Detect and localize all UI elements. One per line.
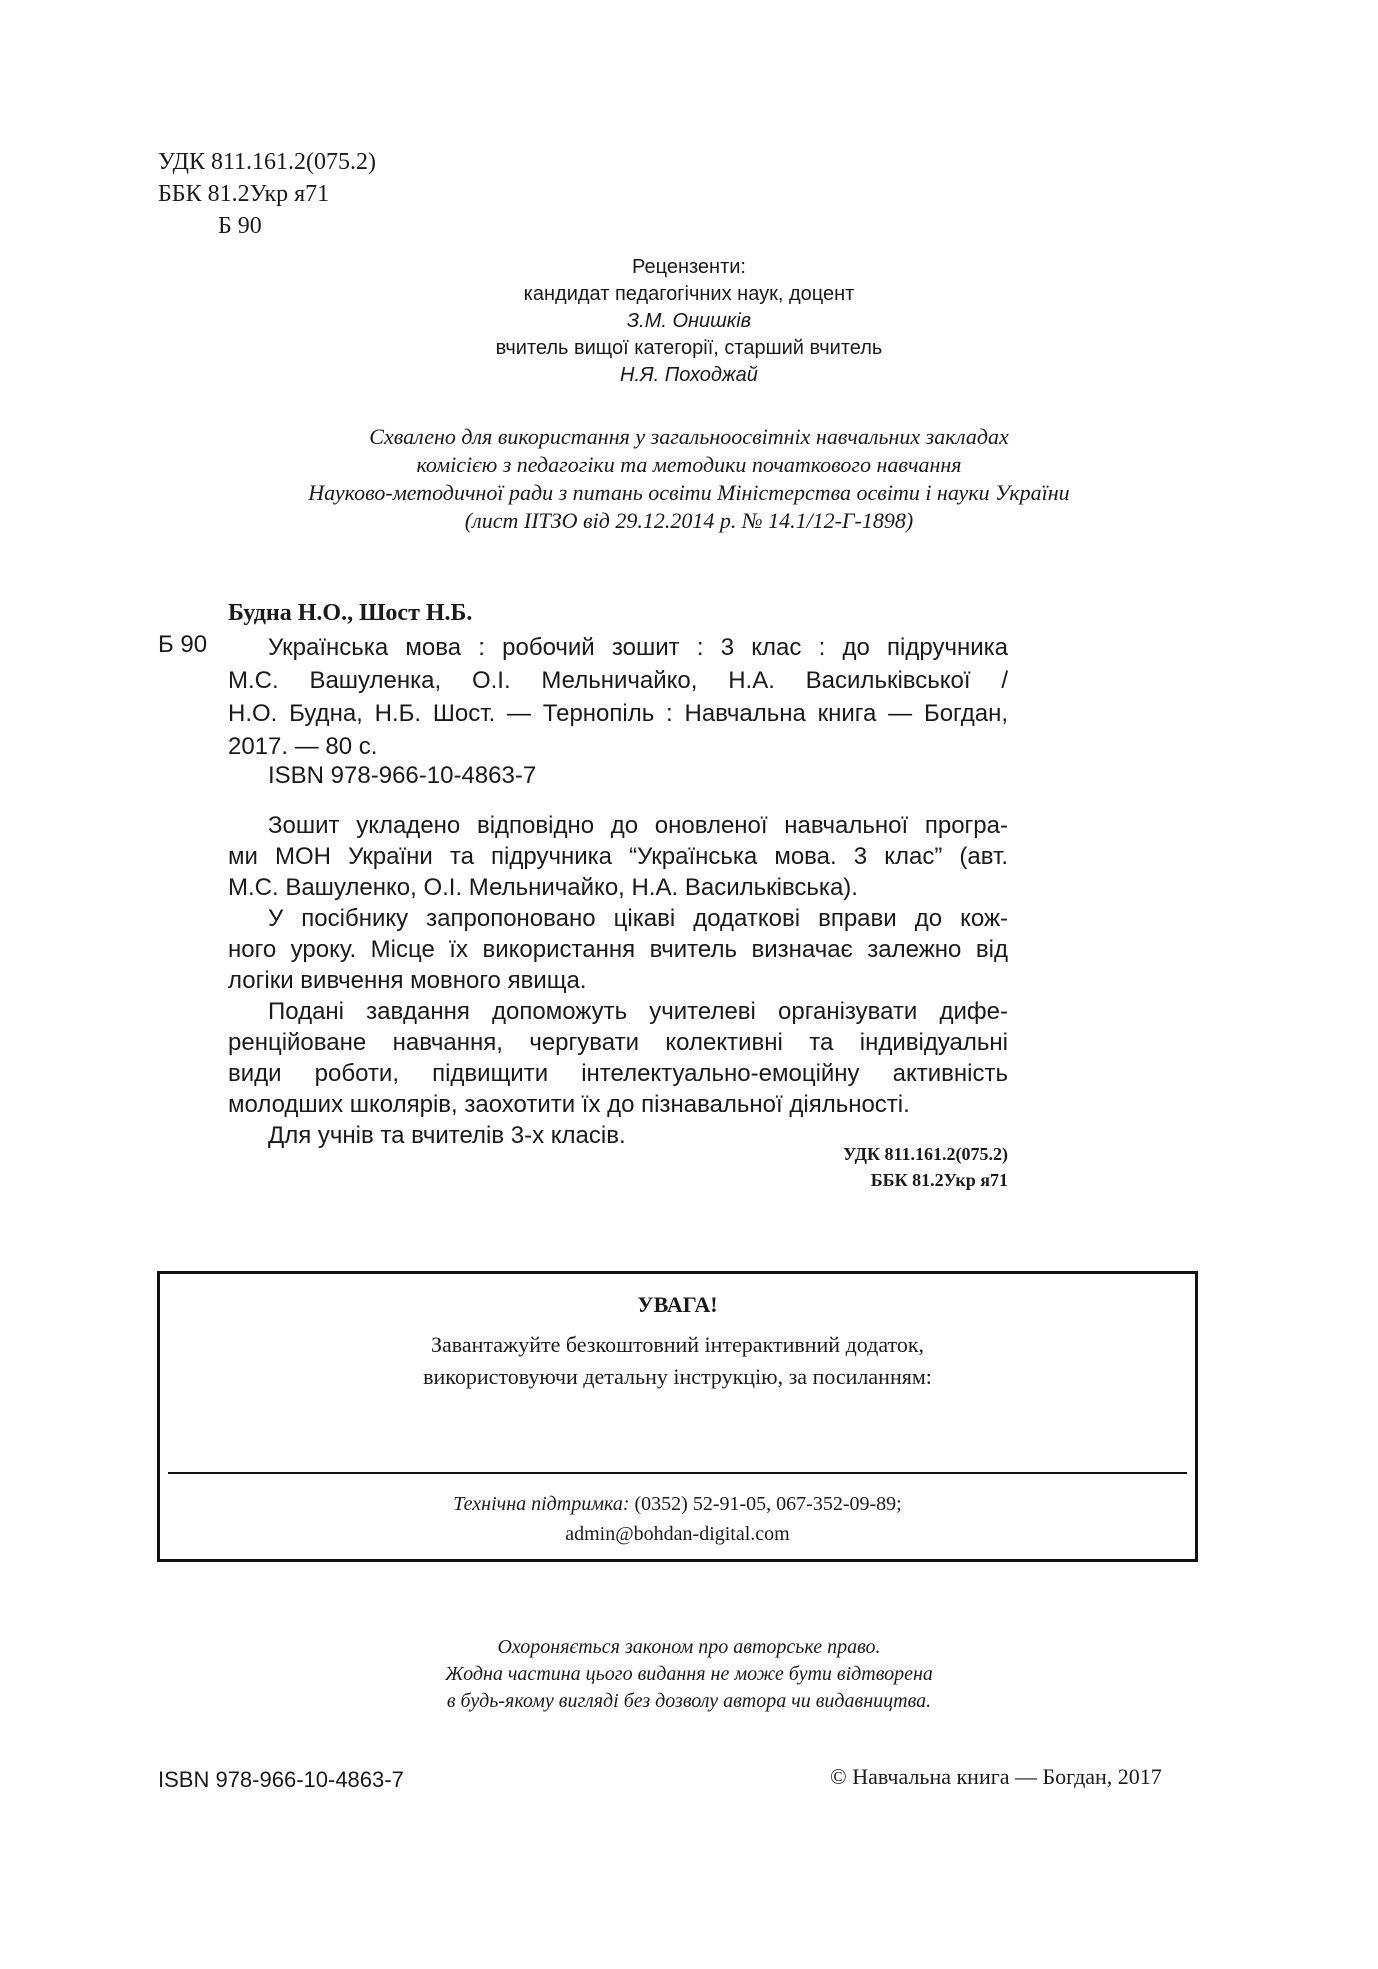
notice-line-1: Завантажуйте безкоштовний інтерактивний додаток, [430, 1332, 925, 1357]
authors-heading: Будна Н.О., Шост Н.Б. [228, 600, 473, 626]
annotation [228, 810, 1008, 1151]
author-code: Б 90 [218, 213, 262, 239]
approval-line-3: Науково-методичної ради з питань освіти Міністерства освіти і науки України [308, 480, 1070, 505]
catalog-codes [158, 146, 376, 242]
annotation-p3-line-2: ренційоване навчання, чергувати колективні та індивідуальні [228, 1029, 1008, 1056]
copyright: © Навчальна книга — Богдан, 2017 [830, 1764, 1162, 1789]
udk-code: УДК 811.161.2(075.2) [158, 149, 377, 175]
copyright-note-line-2: Жодна частина цього видання не може бути відтворена [445, 1663, 933, 1685]
notice-line-2: використовуючи детальну інструкцію, за посиланням: [423, 1364, 932, 1389]
biblio-line-2: М.С. Вашуленка, О.І. Мельничайко, Н.А. Васильківської / [228, 667, 1008, 694]
bibliography-code: Б 90 [158, 631, 208, 658]
tech-support [160, 1489, 1195, 1549]
annotation-p4: Для учнів та вчителів 3-х класів. [268, 1122, 626, 1149]
notice-body [160, 1329, 1195, 1393]
biblio-line-1: Українська мова : робочий зошит : 3 клас : до підручника [268, 634, 1008, 661]
annotation-p1-line-1: Зошит укладено відповідно до оновленої навчальної програ- [268, 812, 1008, 839]
copyright-note-line-3: в будь-якому вигляді без дозволу автора чи видавництва. [446, 1690, 932, 1712]
support-label: Технічна підтримка: [453, 1493, 630, 1515]
classification-right [843, 1141, 1008, 1193]
bbk-code: ББК 81.2Укр я71 [158, 181, 330, 207]
approval-line-4: (лист ІІТЗО від 29.12.2014 р. № 14.1/12-Г-1898) [464, 508, 914, 533]
annotation-p1-line-3: М.С. Вашуленко, О.І. Мельничайко, Н.А. Васильківська). [228, 874, 858, 901]
reviewer2-name: Н.Я. Походжай [620, 364, 758, 386]
annotation-p3-line-4: молодших школярів, заохотити їх до пізнавальної діяльності. [228, 1091, 910, 1118]
reviewers-heading: Рецензенти: [632, 256, 746, 278]
notice-title: УВАГА! [637, 1292, 718, 1317]
annotation-p2-line-3: логіки вивчення мовного явища. [228, 967, 587, 994]
bbk-right: ББК 81.2Укр я71 [870, 1170, 1008, 1190]
udk-right: УДК 811.161.2(075.2) [843, 1144, 1008, 1164]
approval-line-1: Схвалено для використання у загальноосвітніх навчальних закладах [369, 424, 1009, 449]
annotation-p1-line-2: ми МОН України та підручника “Українська мова. 3 клас” (авт. [228, 843, 1008, 870]
annotation-p2-line-2: ного уроку. Місце їх використання вчитель визначає залежно від [228, 936, 1008, 963]
support-phones: (0352) 52-91-05, 067-352-09-89; [629, 1493, 902, 1515]
reviewers-block [0, 254, 1378, 389]
reviewer1-title: кандидат педагогічних наук, доцент [523, 283, 855, 305]
copyright-note [0, 1634, 1378, 1715]
approval-block [0, 423, 1378, 535]
support-email[interactable]: admin@bohdan-digital.com [565, 1523, 790, 1545]
isbn-main: ISBN 978-966-10-4863-7 [268, 762, 537, 789]
notice-divider [168, 1472, 1187, 1474]
approval-line-2: комісією з педагогіки та методики початкового навчання [416, 452, 962, 477]
notice-box [157, 1271, 1198, 1562]
copyright-note-line-1: Охороняється законом про авторське право. [497, 1636, 881, 1658]
biblio-line-4: 2017. — 80 с. [228, 733, 378, 760]
reviewer2-title: вчитель вищої категорії, старший вчитель [495, 337, 883, 359]
bibliographic-description [228, 631, 1008, 763]
annotation-p2-line-1: У посібнику запропоновано цікаві додаткові вправи до кож- [268, 905, 1008, 932]
annotation-p3-line-3: види роботи, підвищити інтелектуально-емоційну активність [228, 1060, 1008, 1087]
biblio-line-3: Н.О. Будна, Н.Б. Шост. — Тернопіль : Навчальна книга — Богдан, [228, 700, 1008, 727]
isbn-footer: ISBN 978-966-10-4863-7 [158, 1767, 404, 1792]
annotation-p3-line-1: Подані завдання допоможуть учителеві організувати дифе- [268, 998, 1008, 1025]
reviewer1-name: З.М. Онишків [626, 310, 752, 332]
